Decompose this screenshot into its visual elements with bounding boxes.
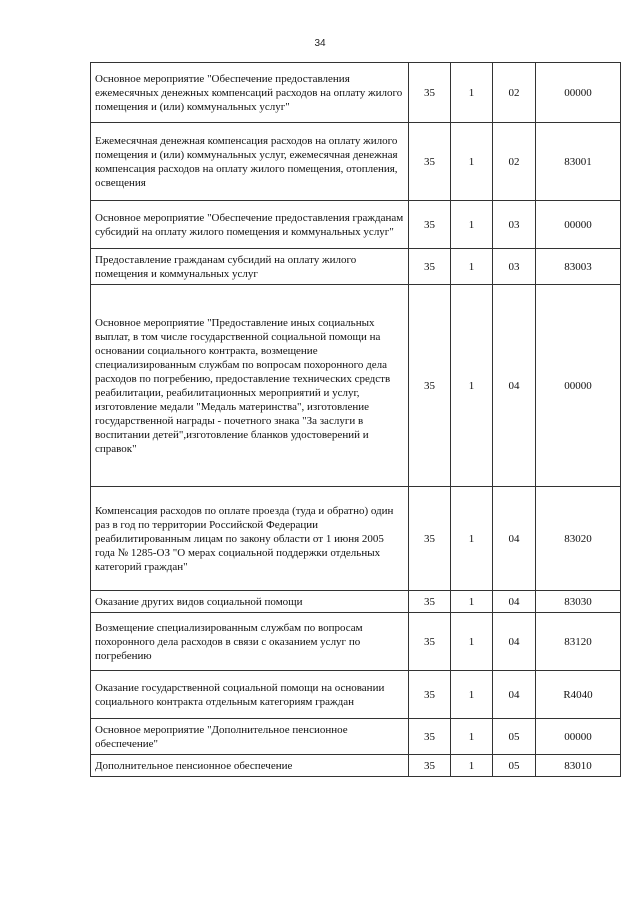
code-subprogram: 1	[451, 123, 493, 201]
code-direction: 00000	[536, 285, 621, 487]
code-event: 04	[493, 671, 536, 719]
code-program: 35	[409, 755, 451, 777]
code-program: 35	[409, 285, 451, 487]
row-description: Ежемесячная денежная компенсация расходов на оплату жилого помещения и (или) коммунальных услуг, ежемесячная денежная компенсация расходов на оплату жилого помещения, отопления, освещения	[91, 123, 409, 201]
code-subprogram: 1	[451, 755, 493, 777]
table-row	[91, 671, 621, 719]
code-direction: 83001	[536, 123, 621, 201]
code-subprogram: 1	[451, 671, 493, 719]
code-direction: R4040	[536, 671, 621, 719]
row-description: Основное мероприятие "Предоставление иных социальных выплат, в том числе государственной социальной помощи на основании социального контракта, возмещение специализированным службам по вопросам похоронного дела расходов по погребению, предоставление технических средств реабилитации, реабилитационных мероприятий и услуг, изготовление медали "Медаль материнства", изготовление государственной награды - почетного знака "За заслуги в воспитании детей",изготовление бланков удостоверений и справок"	[91, 285, 409, 487]
code-event: 03	[493, 201, 536, 249]
code-program: 35	[409, 671, 451, 719]
code-subprogram: 1	[451, 487, 493, 591]
code-direction: 00000	[536, 63, 621, 123]
page-number: 34	[314, 38, 326, 49]
code-program: 35	[409, 719, 451, 755]
row-description: Возмещение специализированным службам по вопросам похоронного дела расходов в связи с оказанием услуг по погребению	[91, 613, 409, 671]
code-event: 05	[493, 755, 536, 777]
budget-table	[90, 62, 621, 777]
code-program: 35	[409, 487, 451, 591]
row-description: Оказание других видов социальной помощи	[91, 591, 409, 613]
code-program: 35	[409, 613, 451, 671]
table-row	[91, 201, 621, 249]
code-event: 04	[493, 613, 536, 671]
table-row	[91, 63, 621, 123]
table-row	[91, 613, 621, 671]
code-event: 02	[493, 63, 536, 123]
table-row	[91, 755, 621, 777]
table-row	[91, 123, 621, 201]
code-subprogram: 1	[451, 63, 493, 123]
row-description: Основное мероприятие "Обеспечение предоставления ежемесячных денежных компенсаций расходов на оплату жилого помещения и (или) коммунальных услуг"	[91, 63, 409, 123]
code-event: 04	[493, 487, 536, 591]
code-direction: 00000	[536, 719, 621, 755]
code-program: 35	[409, 249, 451, 285]
code-subprogram: 1	[451, 201, 493, 249]
code-subprogram: 1	[451, 591, 493, 613]
code-subprogram: 1	[451, 613, 493, 671]
code-direction: 83010	[536, 755, 621, 777]
row-description: Компенсация расходов по оплате проезда (туда и обратно) один раз в год по территории Российской Федерации реабилитированным лицам по закону области от 1 июня 2005 года № 1285-ОЗ "О мерах социальной поддержки отдельных категорий граждан"	[91, 487, 409, 591]
code-event: 04	[493, 285, 536, 487]
table-row	[91, 249, 621, 285]
row-description: Основное мероприятие "Дополнительное пенсионное обеспечение"	[91, 719, 409, 755]
code-program: 35	[409, 63, 451, 123]
code-program: 35	[409, 201, 451, 249]
code-subprogram: 1	[451, 719, 493, 755]
code-direction: 83020	[536, 487, 621, 591]
row-description: Дополнительное пенсионное обеспечение	[91, 755, 409, 777]
code-event: 05	[493, 719, 536, 755]
table-row	[91, 591, 621, 613]
code-direction: 83120	[536, 613, 621, 671]
code-subprogram: 1	[451, 285, 493, 487]
code-direction: 00000	[536, 201, 621, 249]
table-row	[91, 719, 621, 755]
code-program: 35	[409, 591, 451, 613]
row-description: Предоставление гражданам субсидий на оплату жилого помещения и коммунальных услуг	[91, 249, 409, 285]
code-direction: 83003	[536, 249, 621, 285]
row-description: Основное мероприятие "Обеспечение предоставления гражданам субсидий на оплату жилого помещения и коммунальных услуг"	[91, 201, 409, 249]
table-row	[91, 285, 621, 487]
table-row	[91, 487, 621, 591]
code-direction: 83030	[536, 591, 621, 613]
row-description: Оказание государственной социальной помощи на основании социального контракта отдельным категориям граждан	[91, 671, 409, 719]
code-event: 02	[493, 123, 536, 201]
code-subprogram: 1	[451, 249, 493, 285]
code-event: 03	[493, 249, 536, 285]
code-event: 04	[493, 591, 536, 613]
code-program: 35	[409, 123, 451, 201]
